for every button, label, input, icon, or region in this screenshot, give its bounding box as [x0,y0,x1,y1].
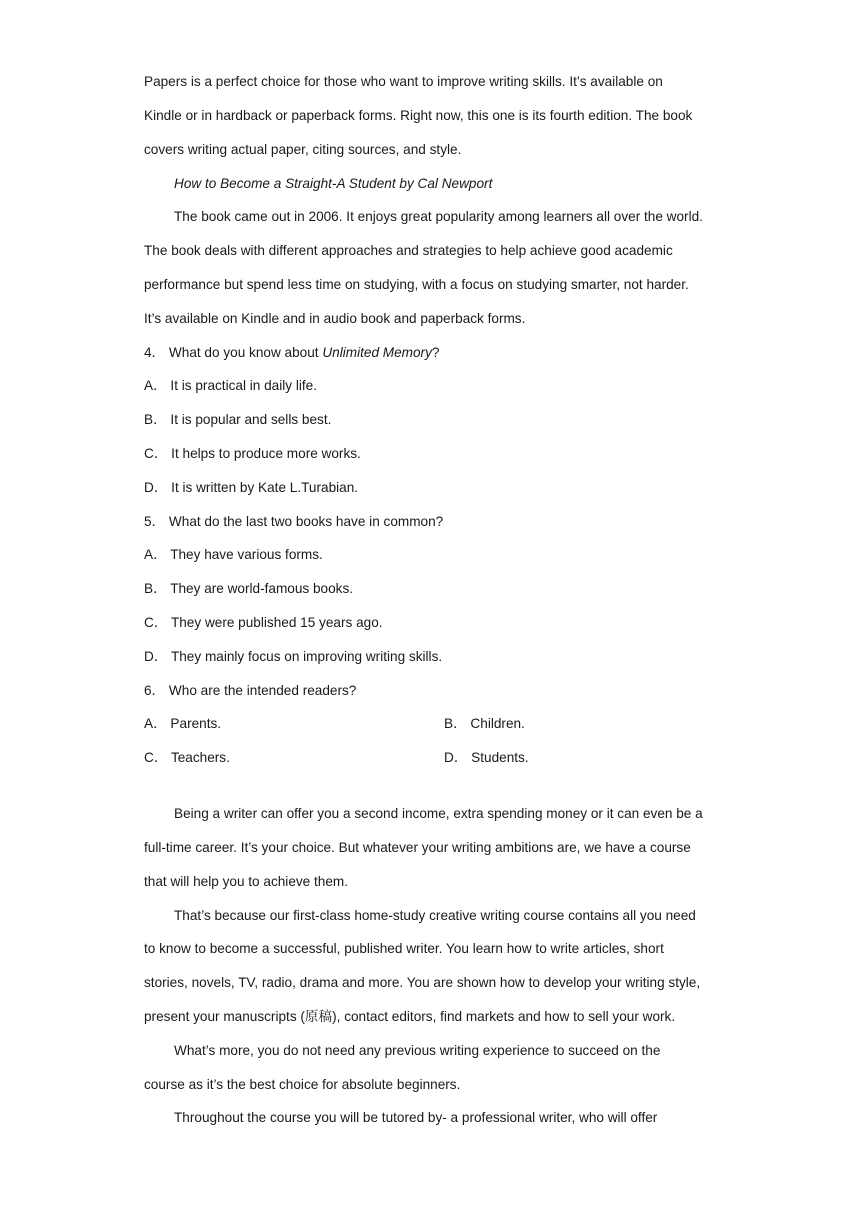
paragraph-line: Papers is a perfect choice for those who want to improve writing skills. It’s available on [144,74,663,89]
stem-text: ? [431,345,440,360]
paragraph-line: The book deals with different approaches and strategies to help achieve good academic [144,243,673,258]
question-stem-4 [144,343,439,363]
paragraph-line [144,1007,675,1027]
option-c: C． They were published 15 years ago. [144,615,383,630]
option-a: A． They have various forms. [144,547,323,562]
option-b: B． It is popular and sells best. [144,412,332,427]
option-d: D． They mainly focus on improving writing skills. [144,649,443,664]
paragraph-line: performance but spend less time on studying, with a focus on studying smarter, not harder. [144,277,689,292]
paragraph-line: course as it’s the best choice for absolute beginners. [144,1077,461,1092]
stem-text: 4． What do you know about [144,345,323,360]
paragraph-line: Kindle or in hardback or paperback forms. Right now, this one is its fourth edition. The book [144,108,693,123]
paragraph-line: Being a writer can offer you a second income, extra spending money or it can even be a [174,806,703,821]
option-c: C． Teachers. [144,750,230,765]
paragraph-line: stories, novels, TV, radio, drama and more. You are shown how to develop your writing style, [144,975,701,990]
option-b: B． They are world-famous books. [144,581,354,596]
option-a: A． It is practical in daily life. [144,378,318,393]
line-text: present your manuscripts ( [144,1009,305,1024]
chinese-gloss: 原稿 [304,1009,333,1025]
paragraph-line: It’s available on Kindle and in audio book and paperback forms. [144,311,526,326]
option-b: B． Children. [444,716,525,731]
line-text: ), contact editors, find markets and how to sell your work. [332,1009,676,1024]
paragraph-line: to know to become a successful, published writer. You learn how to write articles, short [144,941,664,956]
option-a: A． Parents. [144,716,222,731]
question-stem-5: 5． What do the last two books have in common? [144,514,444,529]
paragraph-line: The book came out in 2006. It enjoys great popularity among learners all over the world. [174,209,703,224]
paragraph-line: What’s more, you do not need any previous writing experience to succeed on the [174,1043,661,1058]
option-c: C． It helps to produce more works. [144,446,361,461]
paragraph-line: covers writing actual paper, citing sources, and style. [144,142,462,157]
option-d: D． It is written by Kate L.Turabian. [144,480,359,495]
paragraph-line: that will help you to achieve them. [144,874,349,889]
question-stem-6: 6． Who are the intended readers? [144,683,357,698]
option-d: D． Students. [444,750,529,765]
paragraph-line: Throughout the course you will be tutored by- a professional writer, who will offer [174,1110,658,1125]
stem-italic-title: Unlimited Memory [322,345,432,360]
paragraph-line: full-time career. It’s your choice. But whatever your writing ambitions are, we have a course [144,840,691,855]
paragraph-line: That’s because our first-class home-study creative writing course contains all you need [174,908,696,923]
book-title: How to Become a Straight-A Student by Cal Newport [174,176,493,191]
